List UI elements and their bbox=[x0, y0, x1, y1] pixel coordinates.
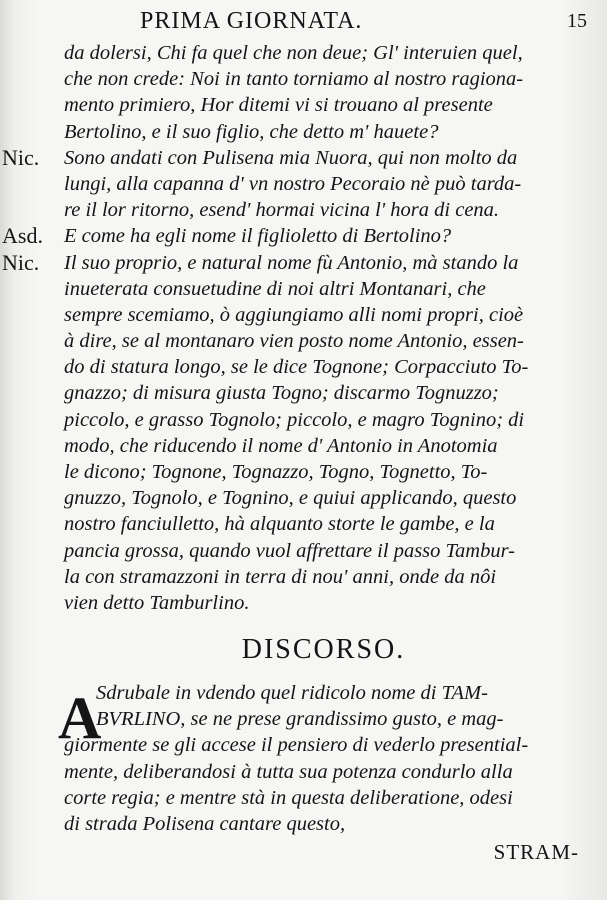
line-text: do di statura longo, se le dice Tognone; Corpacciuto To- bbox=[64, 356, 529, 379]
text-line bbox=[0, 590, 607, 616]
text-line bbox=[0, 732, 607, 758]
text-line bbox=[0, 119, 607, 145]
line-text: da dolersi, Chi fa quel che non deue; Gl' interuien quel, bbox=[64, 42, 523, 64]
text-line bbox=[0, 811, 607, 837]
text-line bbox=[0, 407, 607, 433]
line-text: BVRLINO, se ne prese grandissimo gusto, e mag- bbox=[96, 708, 504, 731]
section-heading-text: DISCORSO. bbox=[241, 634, 406, 665]
line-text: mente, deliberandosi à tutta sua potenza condurlo alla bbox=[64, 760, 513, 783]
dialogue-block bbox=[0, 40, 607, 616]
speaker-label: Nic. bbox=[2, 144, 40, 170]
line-text: mento primiero, Hor ditemi vi si trouano al presente bbox=[64, 94, 493, 117]
line-text: piccolo, e grasso Tognolo; piccolo, e magro Tognino; di bbox=[64, 408, 525, 431]
line-text: corte regia; e mentre stà in questa deliberatione, odesi bbox=[64, 786, 513, 809]
section-heading bbox=[0, 634, 607, 666]
line-text: di strada Polisena cantare questo, bbox=[64, 812, 346, 835]
line-text: à dire, se al montanaro vien posto nome Antonio, essen- bbox=[64, 330, 524, 353]
line-text: Il suo proprio, e natural nome fù Antonio, mà stando la bbox=[64, 251, 519, 274]
line-text: sempre scemiamo, ò aggiungiamo alli nomi propri, cioè bbox=[64, 303, 524, 326]
text-line bbox=[0, 354, 607, 380]
text-line bbox=[0, 785, 607, 811]
line-text: pancia grossa, quando vuol affrettare il passo Tambur- bbox=[64, 539, 515, 562]
line-text: gnuzzo, Tognolo, e Tognino, e quiui applicando, questo bbox=[64, 487, 517, 510]
catchword: STRAM- bbox=[493, 840, 579, 864]
line-text: le dicono; Tognone, Tognazzo, Togno, Tognetto, To- bbox=[64, 461, 488, 483]
text-line bbox=[0, 250, 607, 276]
running-title: PRIMA GIORNATA. bbox=[140, 8, 363, 34]
line-text: vien detto Tamburlino. bbox=[64, 591, 250, 614]
line-text: gnazzo; di misura giusta Togno; discarmo Tognuzzo; bbox=[64, 382, 499, 405]
speaker-label: Asd. bbox=[2, 223, 43, 249]
text-line bbox=[0, 511, 607, 537]
page-number: 15 bbox=[567, 10, 587, 32]
line-text: re il lor ritorno, esend' hormai vicina l' hora di cena. bbox=[64, 199, 500, 222]
text-line bbox=[0, 433, 607, 459]
text-line bbox=[0, 223, 607, 249]
text-line bbox=[0, 759, 607, 785]
line-text: modo, che riducendo il nome d' Antonio in Anotomia bbox=[64, 434, 498, 457]
text-line bbox=[0, 328, 607, 354]
text-line bbox=[0, 706, 607, 732]
line-text: lungi, alla capanna d' vn nostro Pecoraio nè può tarda- bbox=[64, 172, 522, 195]
text-line bbox=[0, 459, 607, 485]
text-line bbox=[0, 380, 607, 406]
line-text: Bertolino, e il suo figlio, che detto m' hauete? bbox=[64, 120, 439, 143]
text-line bbox=[0, 40, 607, 66]
line-text: che non crede: Noi in tanto torniamo al nostro ragiona- bbox=[64, 68, 524, 91]
text-line bbox=[0, 145, 607, 171]
line-text: Sdrubale in vdendo quel ridicolo nome di TAM- bbox=[96, 682, 488, 704]
line-text: la con stramazzoni in terra di nou' anni, onde da nôi bbox=[64, 565, 497, 588]
text-line bbox=[0, 485, 607, 511]
discorso-block bbox=[0, 680, 607, 837]
line-text: Sono andati con Pulisena mia Nuora, qui non molto da bbox=[64, 146, 518, 169]
text-line bbox=[0, 302, 607, 328]
speaker-label: Nic. bbox=[2, 249, 40, 275]
line-text: inueterata consuetudine di noi altri Montanari, che bbox=[64, 277, 486, 300]
drop-cap-initial: A bbox=[58, 685, 102, 751]
line-text: E come ha egli nome il figlioletto di Bertolino? bbox=[64, 225, 452, 248]
line-text: nostro fanciulletto, hà alquanto storte le gambe, e la bbox=[64, 513, 495, 536]
text-line bbox=[0, 171, 607, 197]
text-line bbox=[0, 680, 607, 706]
text-line bbox=[0, 538, 607, 564]
page-header bbox=[140, 6, 587, 40]
text-line bbox=[0, 197, 607, 223]
line-text: giormente se gli accese il pensiero di vederlo presential- bbox=[64, 734, 529, 757]
text-line bbox=[0, 66, 607, 92]
text-line bbox=[0, 276, 607, 302]
text-line bbox=[0, 92, 607, 118]
text-line bbox=[0, 564, 607, 590]
